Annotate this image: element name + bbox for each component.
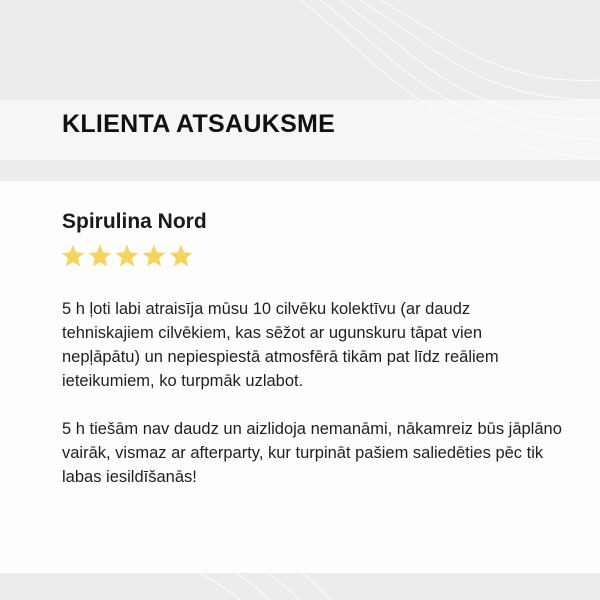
review-paragraph: 5 h ļoti labi atraisīja mūsu 10 cilvēku kolektīvu (ar daudz tehniskajiem cilvēkiem, kas sēžot ar ugunskuru tāpat vien nepļāpātu) un nepiespiestā atmosfērā tikām pat līdz reāliem ieteikumiem, ko turpmāk uzlabot. [62,300,499,390]
star-icon [168,243,194,269]
star-icon [87,243,113,269]
star-rating [60,243,194,271]
star-icon [141,243,167,269]
reviewer-company: Spirulina Nord [62,210,207,233]
star-icon [114,243,140,269]
star-icon [60,243,86,269]
page-title: KLIENTA ATSAUKSME [62,110,336,138]
review-text [62,297,562,513]
review-paragraph: 5 h tiešām nav daudz un aizlidoja nemanāmi, nākamreiz būs jāplāno vairāk, vismaz ar afterparty, kur turpināt pašiem saliedēties pēc tik labas iesildīšanās! [62,420,562,486]
